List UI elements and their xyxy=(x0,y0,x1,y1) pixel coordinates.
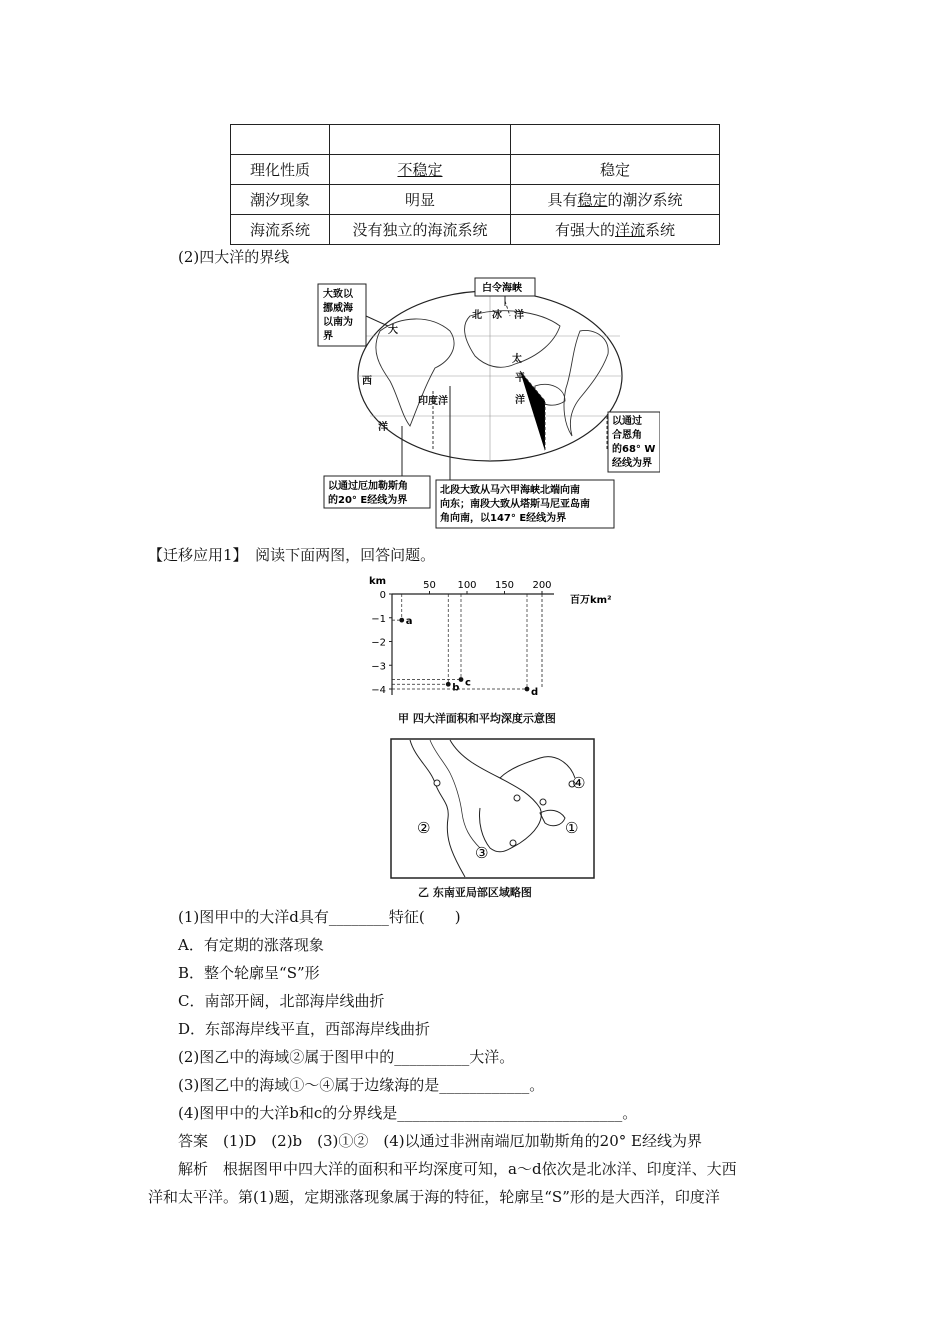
answer-text: (1)D (2)b (3)①② (4)以通过非洲南端厄加勒斯角的20° E经线为界 xyxy=(223,1132,702,1150)
southeast-asia-map xyxy=(390,738,596,880)
underlined-text: 洋流 xyxy=(614,221,645,239)
data-label-d: d xyxy=(531,687,539,698)
table-cell xyxy=(511,125,720,155)
exercise-prompt: 阅读下面两图，回答问题。 xyxy=(255,546,436,564)
data-point-c xyxy=(459,677,464,682)
callout-norway-2: 挪威海 xyxy=(323,303,353,314)
callout-cape-horn-1: 以通过 xyxy=(612,416,642,427)
y-tick-label: 0 xyxy=(379,590,386,601)
x-tick-label: 50 xyxy=(423,580,436,591)
cell-text: 有强大的 xyxy=(554,221,615,239)
option-d: D．东部海岸线平直，西部海岸线曲折 xyxy=(178,1020,431,1038)
y-unit-label: km xyxy=(369,576,387,587)
underlined-text: 不稳定 xyxy=(397,161,443,179)
cell-text: 系统 xyxy=(645,221,676,239)
ocean-label-arctic-1: 北 xyxy=(472,310,482,321)
analysis-line-2: 洋和太平洋。第(1)题，定期涨落现象属于海的特征，轮廓呈“S”形的是大西洋，印度洋 xyxy=(148,1188,720,1206)
table-cell: 潮汐现象 xyxy=(231,185,330,215)
comparison-table xyxy=(230,124,720,245)
y-tick-label: −2 xyxy=(371,637,386,649)
x-tick-label: 150 xyxy=(494,580,515,591)
callout-agulhas-2: 的20° E经线为界 xyxy=(328,495,408,506)
exercise-title: 【迁移应用1】 xyxy=(148,546,241,564)
table-cell: 没有独立的海流系统 xyxy=(330,215,511,245)
sea-label-1: ① xyxy=(565,819,579,837)
chart-title: 甲 四大洋面积和平均深度示意图 xyxy=(398,712,556,725)
y-tick-label: −4 xyxy=(371,685,386,696)
data-label-a: a xyxy=(405,616,413,628)
ocean-label-atlantic-1: 大 xyxy=(388,325,398,336)
sea-label-3: ③ xyxy=(475,844,489,862)
ocean-label-indian: 印度洋 xyxy=(418,396,448,407)
question-1: (1)图甲中的大洋d具有________特征( ) xyxy=(178,908,461,926)
table-cell xyxy=(511,185,720,215)
sea-label-2: ② xyxy=(417,819,431,837)
table-row xyxy=(231,215,720,245)
section-title: (2)四大洋的界线 xyxy=(178,248,290,266)
answer-line xyxy=(178,1130,702,1151)
table-cell xyxy=(511,215,720,245)
table-cell xyxy=(231,125,330,155)
ocean-label-atlantic-3: 洋 xyxy=(378,422,388,433)
ocean-label-arctic-2: 冰 xyxy=(492,310,502,321)
table-cell: 稳定 xyxy=(511,155,720,185)
x-tick-label: 200 xyxy=(532,580,552,591)
callout-malacca-2: 向东；南段大致从塔斯马尼亚岛南 xyxy=(440,499,590,510)
question-3: (3)图乙中的海域①～④属于边缘海的是____________。 xyxy=(178,1076,545,1094)
callout-norway-4: 界 xyxy=(323,331,333,342)
world-ocean-boundary-map xyxy=(310,276,660,531)
data-point-a xyxy=(399,618,404,623)
exercise-heading xyxy=(148,544,435,565)
answer-label: 答案 xyxy=(178,1132,209,1150)
cell-text: 的潮汐系统 xyxy=(607,191,683,209)
callout-norway-3: 以南为 xyxy=(323,317,353,328)
x-tick-label: 100 xyxy=(457,580,477,591)
table-cell: 理化性质 xyxy=(231,155,330,185)
sea-label-4: ④ xyxy=(572,774,586,792)
ocean-label-pacific-2: 平 xyxy=(515,373,525,384)
data-label-b: b xyxy=(452,682,460,694)
ocean-label-arctic-3: 洋 xyxy=(514,310,524,321)
data-point-b xyxy=(446,682,451,687)
callout-norway-1: 大致以 xyxy=(323,289,353,300)
callout-cape-horn-2: 合恩角 xyxy=(612,430,642,441)
callout-agulhas-1: 以通过厄加勒斯角 xyxy=(328,481,408,492)
cell-text: 具有 xyxy=(547,191,578,209)
table-cell: 海流系统 xyxy=(231,215,330,245)
data-point-d xyxy=(525,687,530,692)
analysis-line-1 xyxy=(178,1158,737,1179)
table-cell: 明显 xyxy=(330,185,511,215)
ocean-area-depth-chart xyxy=(360,572,620,707)
question-4: (4)图甲中的大洋b和c的分界线是______________________________。 xyxy=(178,1104,638,1122)
callout-cape-horn-3: 的68° W xyxy=(612,444,656,455)
table-row xyxy=(231,185,720,215)
y-tick-label: −3 xyxy=(371,661,386,673)
callout-bering: 白令海峡 xyxy=(482,283,522,294)
x-unit-label: 百万km² xyxy=(570,595,612,606)
data-label-c: c xyxy=(465,677,471,689)
table-cell xyxy=(330,125,511,155)
y-tick-label: −1 xyxy=(371,613,386,625)
map2-caption: 乙 东南亚局部区域略图 xyxy=(418,886,532,899)
callout-malacca-3: 角向南，以147° E经线为界 xyxy=(440,513,567,524)
underlined-text: 稳定 xyxy=(577,191,608,209)
question-2: (2)图乙中的海域②属于图甲中的__________大洋。 xyxy=(178,1048,515,1066)
ocean-label-pacific-3: 洋 xyxy=(515,395,525,406)
analysis-text-1: 根据图甲中四大洋的面积和平均深度可知，a～d依次是北冰洋、印度洋、大西 xyxy=(223,1160,737,1178)
table-cell xyxy=(330,155,511,185)
table-row xyxy=(231,155,720,185)
analysis-label: 解析 xyxy=(178,1160,209,1178)
ocean-label-pacific-1: 太 xyxy=(512,354,522,365)
callout-malacca-1: 北段大致从马六甲海峡北端向南 xyxy=(440,485,580,496)
option-b: B．整个轮廓呈“S”形 xyxy=(178,964,320,982)
callout-cape-horn-4: 经线为界 xyxy=(612,458,652,469)
table-row xyxy=(231,125,720,155)
option-a: A．有定期的涨落现象 xyxy=(178,936,324,954)
ocean-label-atlantic-2: 西 xyxy=(362,376,372,387)
option-c: C．南部开阔，北部海岸线曲折 xyxy=(178,992,385,1010)
